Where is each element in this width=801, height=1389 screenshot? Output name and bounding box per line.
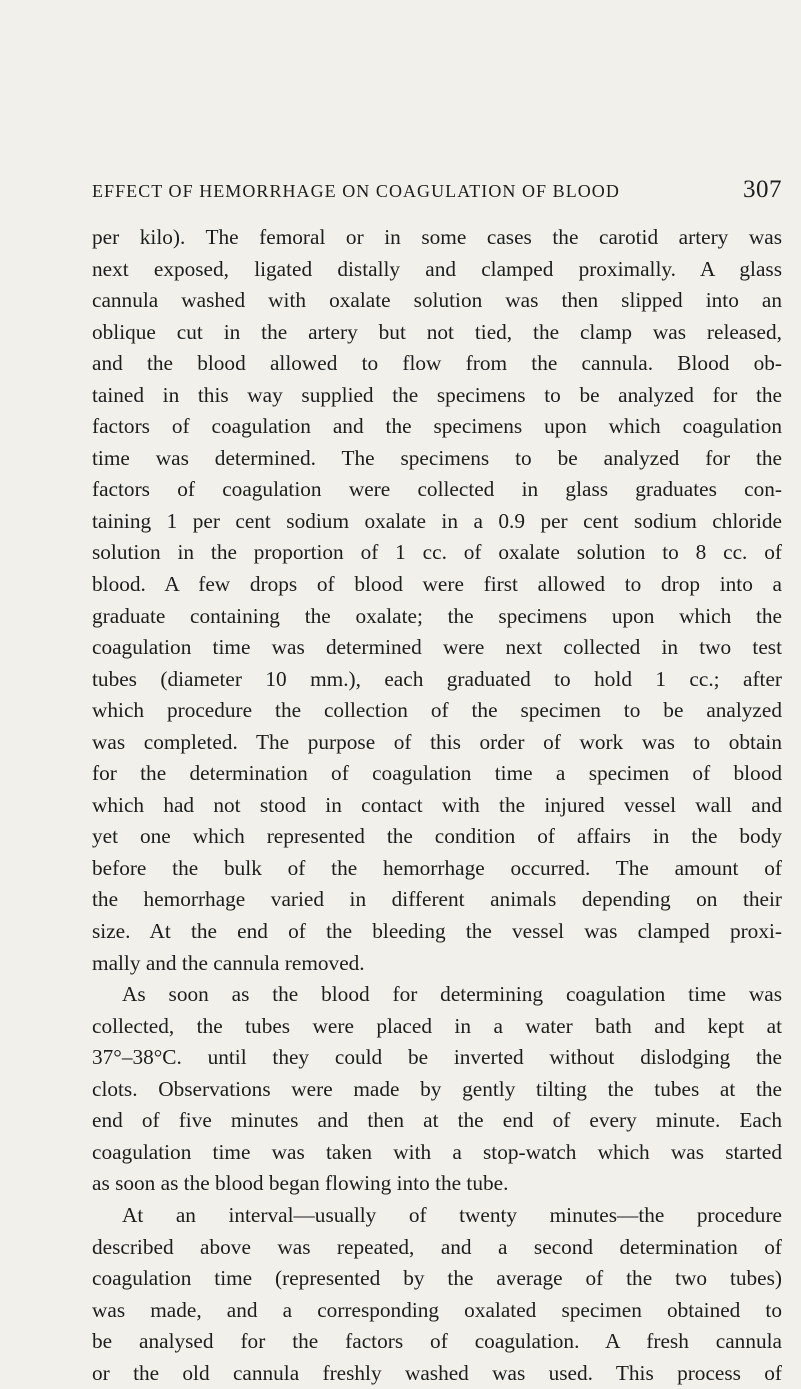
text-line: next exposed, ligated distally and clamped proximally. A glass (92, 256, 782, 281)
text-line: 37°–38°C. until they could be inverted without dislodging the (92, 1045, 782, 1070)
text-line: the hemorrhage varied in different animals depending on their (92, 887, 782, 912)
text-line: clots. Observations were made by gently tilting the tubes at the (92, 1076, 782, 1101)
text-line: factors of coagulation were collected in glass graduates con- (92, 477, 782, 502)
text-line: tubes (diameter 10 mm.), each graduated to hold 1 cc.; after (92, 666, 782, 691)
text-line: graduate containing the oxalate; the specimens upon which the (92, 603, 782, 628)
text-line: oblique cut in the artery but not tied, the clamp was released, (92, 319, 782, 344)
running-head (92, 176, 782, 206)
text-line: for the determination of coagulation time a specimen of blood (92, 761, 782, 786)
text-line: was made, and a corresponding oxalated specimen obtained to (92, 1297, 782, 1322)
text-line: taining 1 per cent sodium oxalate in a 0.9 per cent sodium chloride (92, 508, 782, 533)
text-line: factors of coagulation and the specimens upon which coagulation (92, 414, 782, 439)
text-line: size. At the end of the bleeding the vessel was clamped proxi- (92, 919, 782, 944)
text-line: was completed. The purpose of this order of work was to obtain (92, 729, 782, 754)
text-line: collected, the tubes were placed in a water bath and kept at (92, 1013, 782, 1038)
text-line: mally and the cannula removed. (92, 950, 365, 975)
text-line: coagulation time was taken with a stop-watch which was started (92, 1139, 782, 1164)
running-title: EFFECT OF HEMORRHAGE ON COAGULATION OF BLOOD (92, 181, 620, 201)
text-line: coagulation time (represented by the average of the two tubes) (92, 1266, 782, 1291)
text-line: coagulation time was determined were next collected in two test (92, 635, 782, 660)
text-line: end of five minutes and then at the end of every minute. Each (92, 1108, 782, 1133)
text-line: time was determined. The specimens to be analyzed for the (92, 445, 782, 470)
text-line: be analysed for the factors of coagulation. A fresh cannula (92, 1329, 782, 1354)
text-line: described above was repeated, and a second determination of (92, 1234, 782, 1259)
text-line: and the blood allowed to flow from the cannula. Blood ob- (92, 351, 782, 376)
text-line: which procedure the collection of the specimen to be analyzed (92, 698, 782, 723)
text-line: or the old cannula freshly washed was used. This process of (92, 1360, 782, 1385)
text-line: yet one which represented the condition of affairs in the body (92, 824, 782, 849)
text-line: per kilo). The femoral or in some cases the carotid artery was (92, 225, 782, 249)
body-text (92, 222, 782, 1389)
text-line: which had not stood in contact with the injured vessel wall and (92, 792, 782, 817)
text-line: At an interval—usually of twenty minutes—the procedure (122, 1202, 782, 1227)
text-line: as soon as the blood began flowing into the tube. (92, 1171, 509, 1196)
text-line: As soon as the blood for determining coagulation time was (122, 982, 782, 1007)
text-line: tained in this way supplied the specimens to be analyzed for the (92, 382, 782, 407)
text-line: before the bulk of the hemorrhage occurred. The amount of (92, 855, 782, 880)
text-line: solution in the proportion of 1 cc. of oxalate solution to 8 cc. of (92, 540, 782, 565)
text-line: blood. A few drops of blood were first allowed to drop into a (92, 572, 782, 597)
page-number: 307 (743, 176, 782, 203)
text-line: cannula washed with oxalate solution was then slipped into an (92, 288, 782, 313)
